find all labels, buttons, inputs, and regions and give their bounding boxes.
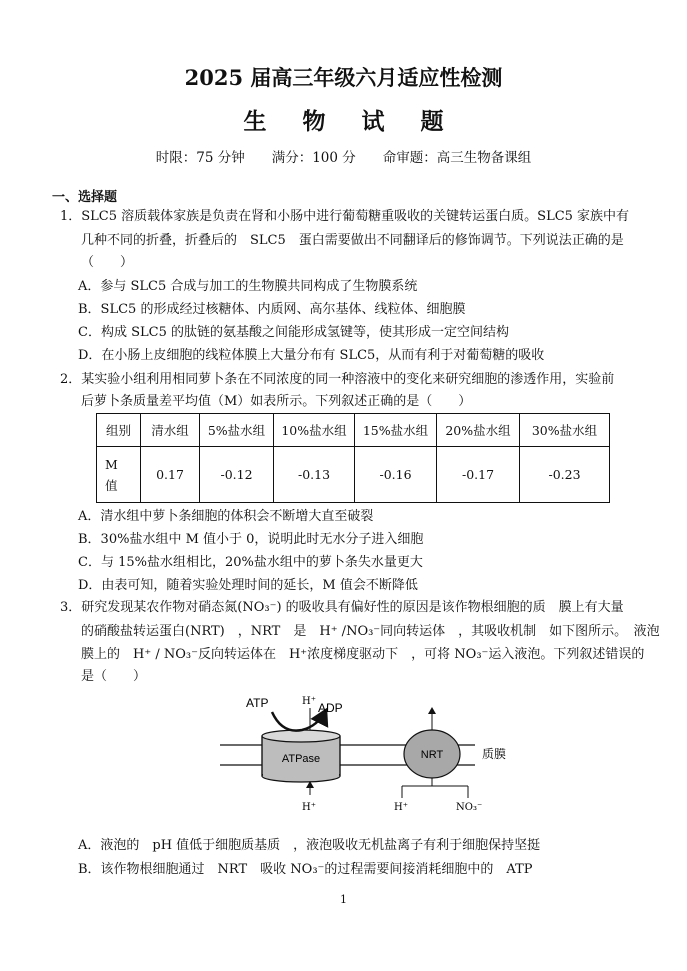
transport-diagram bbox=[210, 690, 540, 820]
h-plus-top-label: H⁺ bbox=[302, 696, 316, 707]
q3-option-a: A．液泡的 pH 值低于细胞质基质 ，液泡吸收无机盐离子有利于细胞保持坚挺 bbox=[78, 838, 541, 853]
h-plus-bottom-right-label: H⁺ bbox=[394, 802, 408, 813]
nrt-input-bracket bbox=[402, 778, 468, 798]
q2-option-c: C．与 15%盐水组相比，20%盐水组中的萝卜条失水量更大 bbox=[78, 555, 423, 570]
row-label-line-2: 值 bbox=[105, 477, 118, 493]
exam-meta: 时限：75 分钟 满分：100 分 命审题：高三生物备课组 bbox=[155, 150, 532, 166]
atpase-label: ATPase bbox=[281, 753, 321, 765]
table-header-cell: 清水组 bbox=[141, 414, 200, 447]
q1-stem-line-3: （ ） bbox=[81, 255, 134, 270]
table-cell: -0.16 bbox=[355, 447, 437, 503]
row-label-line-1: M bbox=[105, 456, 118, 472]
h-plus-bottom-left-label: H⁺ bbox=[302, 802, 316, 813]
table-cell: -0.13 bbox=[274, 447, 355, 503]
table-cell: -0.23 bbox=[520, 447, 610, 503]
table-header-cell: 30%盐水组 bbox=[520, 414, 610, 447]
table-cell: -0.12 bbox=[200, 447, 274, 503]
q2-option-b: B．30%盐水组中 M 值小于 0，说明此时无水分子进入细胞 bbox=[78, 532, 424, 547]
table-header-row bbox=[97, 414, 610, 447]
table-row-label bbox=[97, 447, 141, 503]
table-header-cell: 组别 bbox=[97, 414, 141, 447]
q1-option-b: B．SLC5 的形成经过核糖体、内质网、高尔基体、线粒体、细胞膜 bbox=[78, 302, 466, 317]
q1-option-d: D．在小肠上皮细胞的线粒体膜上大量分布有 SLC5，从而有利于对葡萄糖的吸收 bbox=[78, 348, 545, 363]
q1-stem-line-1: 1．SLC5 溶质载体家族是负责在肾和小肠中进行葡萄糖重吸收的关键转运蛋白质。SLC5 家族中有 bbox=[60, 209, 630, 224]
table-header-cell: 10%盐水组 bbox=[274, 414, 355, 447]
table-header-cell: 20%盐水组 bbox=[437, 414, 520, 447]
q3-stem-line-4: 是（ ） bbox=[81, 669, 147, 684]
q3-stem-line-3: 膜上的 H⁺ / NO₃⁻反向转运体在 H⁺浓度梯度驱动下 ，可将 NO₃⁻运入液泡。下列叙述错误的 bbox=[81, 647, 645, 662]
membrane-label: 质膜 bbox=[482, 747, 507, 761]
table-row bbox=[97, 447, 610, 503]
section-title: 一、选择题 bbox=[52, 190, 118, 205]
adp-label: ADP bbox=[318, 701, 343, 715]
q3-option-b: B．该作物根细胞通过 NRT 吸收 NO₃⁻的过程需要间接消耗细胞中的 ATP bbox=[78, 862, 533, 877]
page-number: 1 bbox=[340, 893, 347, 906]
q2-stem-line-1: 2．某实验小组利用相同萝卜条在不同浓度的同一种溶液中的变化来研究细胞的渗透作用，实验前 bbox=[60, 372, 615, 387]
exam-title: 2025 届高三年级六月适应性检测 bbox=[184, 65, 503, 90]
table-header-cell: 15%盐水组 bbox=[355, 414, 437, 447]
q1-stem-line-2: 几种不同的折叠，折叠后的 SLC5 蛋白需要做出不同翻译后的修饰调节。下列说法正确的是 bbox=[81, 233, 624, 248]
table-cell: 0.17 bbox=[141, 447, 200, 503]
q3-stem-line-1: 3．研究发现某农作物对硝态氮(NO₃⁻) 的吸收具有偏好性的原因是该作物根细胞的质 膜上有大量 bbox=[60, 600, 624, 615]
data-table bbox=[96, 413, 610, 503]
atp-label: ATP bbox=[246, 696, 269, 710]
table-cell: -0.17 bbox=[437, 447, 520, 503]
q1-option-a: A．参与 SLC5 合成与加工的生物膜共同构成了生物膜系统 bbox=[78, 279, 418, 294]
table-header-cell: 5%盐水组 bbox=[200, 414, 274, 447]
no3-label: NO₃⁻ bbox=[456, 802, 483, 813]
q2-option-d: D．由表可知，随着实验处理时间的延长，M 值会不断降低 bbox=[78, 578, 418, 593]
subject-title: 生 物 试 题 bbox=[243, 108, 458, 135]
q2-option-a: A．清水组中萝卜条细胞的体积会不断增大直至破裂 bbox=[78, 509, 374, 524]
q1-option-c: C．构成 SLC5 的肽链的氨基酸之间能形成氢键等，使其形成一定空间结构 bbox=[78, 325, 509, 340]
nrt-label: NRT bbox=[420, 749, 444, 761]
q3-stem-line-2: 的硝酸盐转运蛋白(NRT) ，NRT 是 H⁺ /NO₃⁻同向转运体 ，其吸收机制 如下图所示。 液泡 bbox=[81, 624, 660, 639]
q2-stem-line-2: 后萝卜条质量差平均值（M）如表所示。下列叙述正确的是（ ） bbox=[81, 394, 472, 409]
